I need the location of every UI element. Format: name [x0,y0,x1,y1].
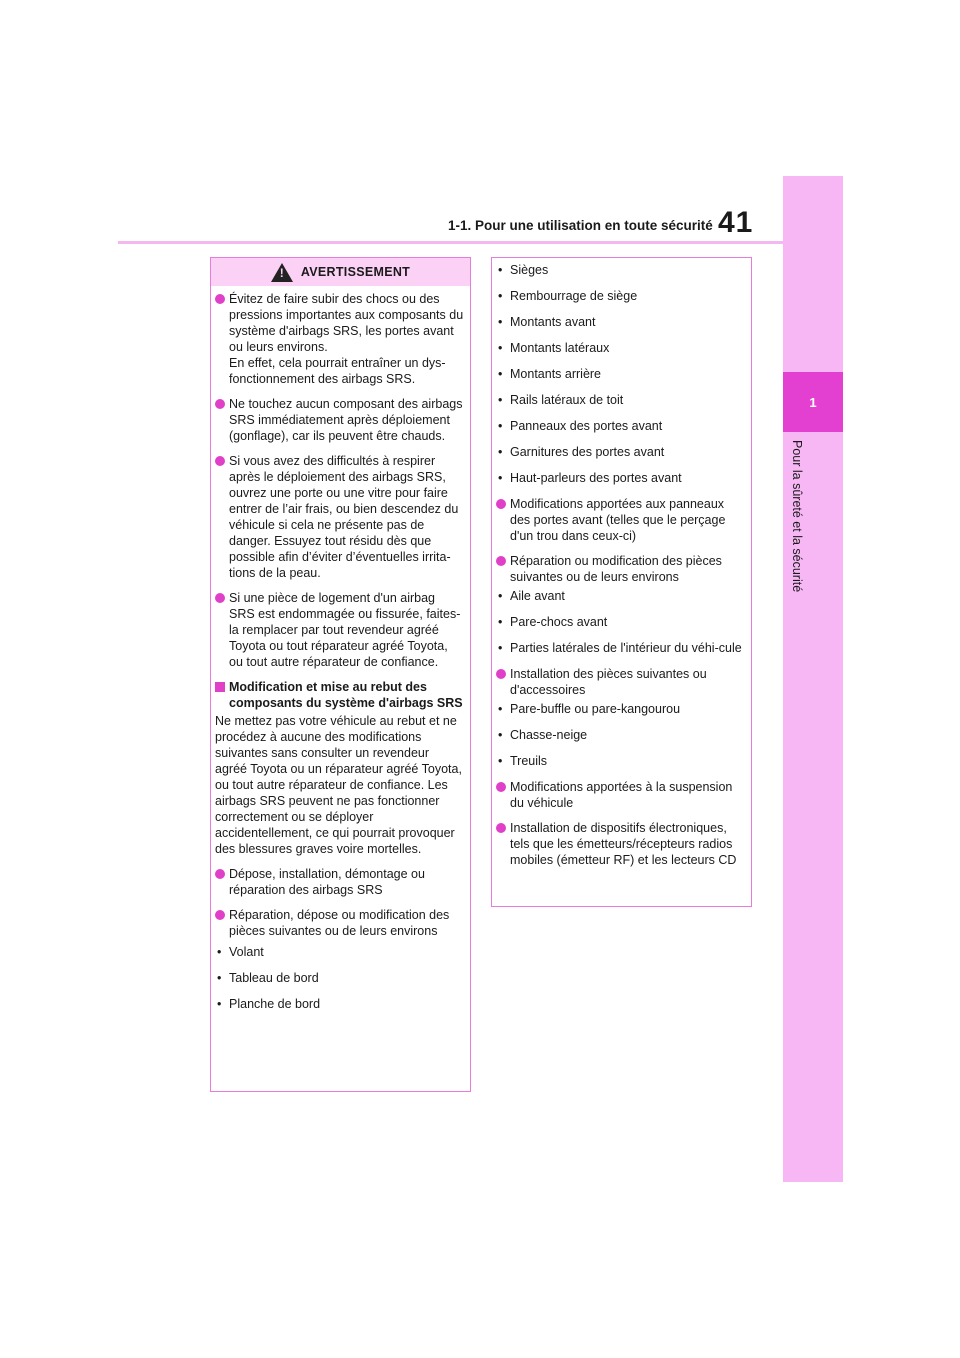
bullet-dot-icon [496,823,506,833]
warning-header [211,258,470,286]
header-divider [118,241,783,244]
warning-box-continued [491,257,752,907]
list-item: • Parties latérales de l'intérieur du véhi-cule [498,641,742,655]
list-item: • Volant [217,945,264,959]
warning-bullet: Si vous avez des difficultés à respirer après le déploiement des airbags SRS, ouvrez une porte ou une vitre pour faire entrer de l’air frais, ou bien descendez du véhicule si cela ne présente pas de danger. Essuyez tout résidu dès que possible afin d’éviter d’éventuelles irrita-tions de la peau. [215,453,464,581]
warning-bullet: Ne touchez aucun composant des airbags SRS immédiatement après déploiement (gonflage), car ils peuvent être chauds. [215,396,464,444]
square-bullet-icon [215,682,225,692]
warning-bullet: Modifications apportées à la suspension du véhicule [496,779,745,811]
bullet-dot-icon [496,556,506,566]
warning-bullet: Modifications apportées aux panneaux des portes avant (telles que le perçage d'un trou dans ceux-ci) [496,496,745,544]
bullet-dot-icon [496,499,506,509]
list-item: • Rembourrage de siège [498,289,638,303]
bullet-dot-icon [215,593,225,603]
list-item: • Aile avant [498,589,565,603]
list-item: • Panneaux des portes avant [498,419,663,433]
bullet-dot-icon [215,869,225,879]
bullet-dot-icon [215,399,225,409]
bullet-dot-icon [215,456,225,466]
warning-bullet: Évitez de faire subir des chocs ou des pressions importantes aux composants du système d'airbags SRS, les portes avant ou leurs environs. En effet, cela pourrait entraîner un dys-fonctionnement des airbags SRS. [215,291,464,387]
section-title: 1-1. Pour une utilisation en toute sécurité [448,218,713,233]
list-item: • Treuils [498,754,548,768]
warning-bullet: Réparation, dépose ou modification des pièces suivantes ou de leurs environs [215,907,464,939]
list-item: • Haut-parleurs des portes avant [498,471,682,485]
warning-bullet: Si une pièce de logement d'un airbag SRS est endommagée ou fissurée, faites-la remplacer par tout revendeur agréé Toyota ou tout réparateur agréé Toyota, ou tout autre réparateur de confiance. [215,590,464,670]
list-item: • Planche de bord [217,997,321,1011]
warning-subheading: Modification et mise au rebut des composants du système d'airbags SRS [215,679,464,711]
warning-bullet: Dépose, installation, démontage ou réparation des airbags SRS [215,866,464,898]
warning-paragraph: Ne mettez pas votre véhicule au rebut et ne procédez à aucune des modifications suivantes sans consulter un revendeur agréé Toyota ou un réparateur agréé Toyota, ou tout autre réparateur de confiance. Les airbags SRS peuvent ne pas fonctionner correctement ou se déployer accidentellement, ce qui pourrait provoquer des blessures graves voire mortelles. [215,714,462,856]
list-item: • Sièges [498,263,549,277]
list-item: • Garnitures des portes avant [498,445,665,459]
list-item: • Tableau de bord [217,971,319,985]
side-tab-label [788,440,808,610]
warning-box [210,257,471,1092]
list-item: • Montants latéraux [498,341,610,355]
warning-title: AVERTISSEMENT [300,265,411,279]
warning-bullet: Installation de dispositifs électroniques, tels que les émetteurs/récepteurs radios mobiles (émetteur RF) et les lecteurs CD [496,820,745,868]
side-tab-number: 1 [783,372,843,432]
warning-bullet: Réparation ou modification des pièces suivantes ou de leurs environs [496,553,745,585]
list-item: • Pare-chocs avant [498,615,608,629]
list-item: • Montants avant [498,315,596,329]
list-item: • Chasse-neige [498,728,588,742]
list-item: • Montants arrière [498,367,602,381]
bullet-dot-icon [496,782,506,792]
side-tab [783,176,843,1182]
list-item: • Pare-buffle ou pare-kangourou [498,702,681,716]
warning-triangle-icon: ! [271,263,293,282]
page-number: 41 [718,206,754,239]
bullet-dot-icon [215,294,225,304]
list-item: • Rails latéraux de toit [498,393,624,407]
side-tab-label-text: Pour la sûreté et la sécurité [790,440,804,593]
bullet-dot-icon [496,669,506,679]
bullet-dot-icon [215,910,225,920]
warning-bullet: Installation des pièces suivantes ou d'accessoires [496,666,745,698]
